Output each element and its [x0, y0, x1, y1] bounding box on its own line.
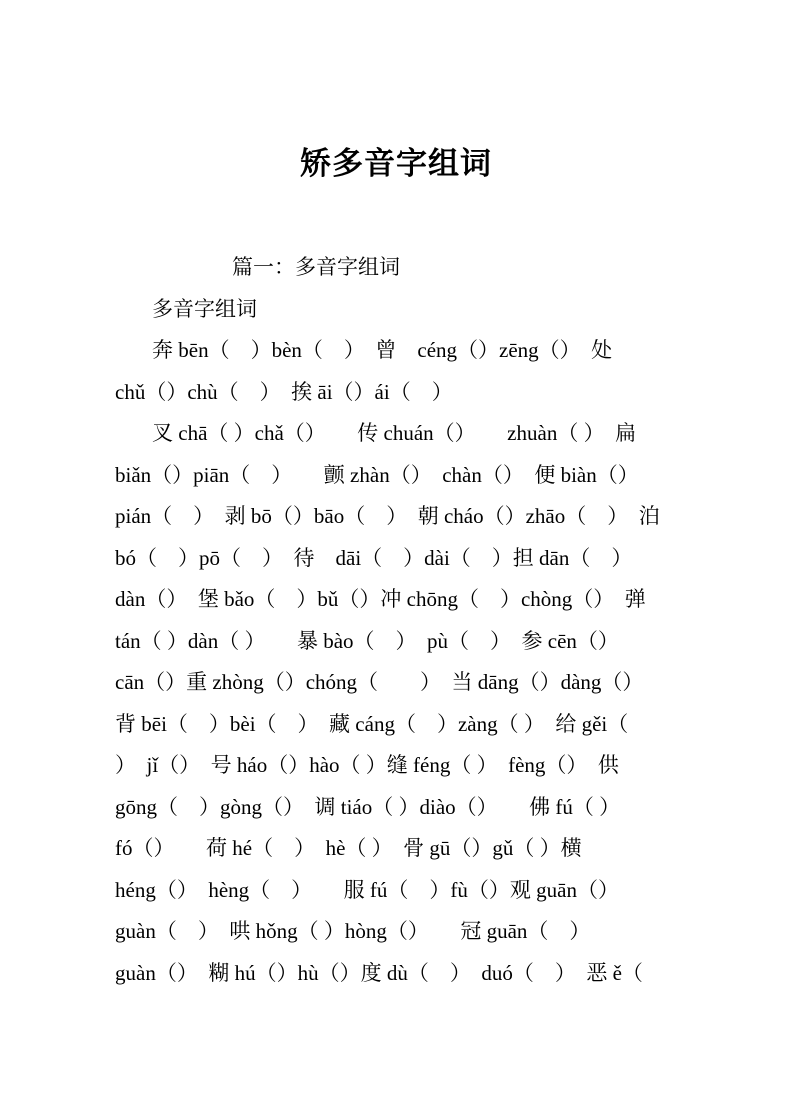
- text-line: tán（ ）dàn（ ） 暴 bào（ ） pù（ ） 参 cēn（）: [115, 628, 619, 653]
- text-line: guàn（） 糊 hú（）hù（）度 dù（ ） duó（ ） 恶 ě（: [115, 960, 643, 985]
- text-line: fó（） 荷 hé（ ） hè（ ） 骨 gū（）gǔ（ ）横: [115, 836, 582, 860]
- text-line: chǔ（）chù（ ） 挨 āi（）ái（ ）: [115, 379, 453, 404]
- text-line: cān（）重 zhòng（）chóng（ ） 当 dāng（）dàng（）: [115, 670, 644, 694]
- text-line: ） jǐ（） 号 háo（）hào（ ）缝 féng（ ） fèng（） 供: [115, 753, 619, 777]
- text-line: guàn（ ） 哄 hǒng（ ）hòng（） 冠 guān（ ）: [115, 919, 591, 943]
- text-line: héng（） hèng（ ） 服 fú（ ）fù（）观 guān（）: [115, 877, 619, 902]
- text-line: 背 bēi（ ）bèi（ ） 藏 cáng（ ）zàng（ ） 给 gěi（: [115, 711, 629, 736]
- text-line: 叉 chā（ ）chǎ（） 传 chuán（） zhuàn（ ） 扁: [152, 421, 637, 445]
- subheading: 多音字组词: [152, 296, 257, 321]
- page-title: 矫多音字组词: [300, 146, 492, 181]
- text-line: gōng（ ）gòng（） 调 tiáo（ ）diào（） 佛 fú（ ）: [115, 794, 621, 819]
- text-line: 奔 bēn（ ）bèn（ ） 曾 céng（）zēng（） 处: [152, 338, 613, 362]
- text-line: pián（ ） 剥 bō（）bāo（ ） 朝 cháo（）zhāo（ ） 泊: [115, 504, 660, 528]
- text-line: biǎn（）piān（ ） 颤 zhàn（） chàn（） 便 biàn（）: [115, 462, 639, 487]
- document-body: [115, 247, 681, 994]
- text-line: bó（ ）pō（ ） 待 dāi（ ）dài（ ）担 dān（ ）: [115, 545, 633, 570]
- section-heading: 篇一：多音字组词: [232, 255, 400, 279]
- text-line: dàn（） 堡 bǎo（ ）bǔ（）冲 chōng（ ）chòng（） 弹: [115, 587, 646, 611]
